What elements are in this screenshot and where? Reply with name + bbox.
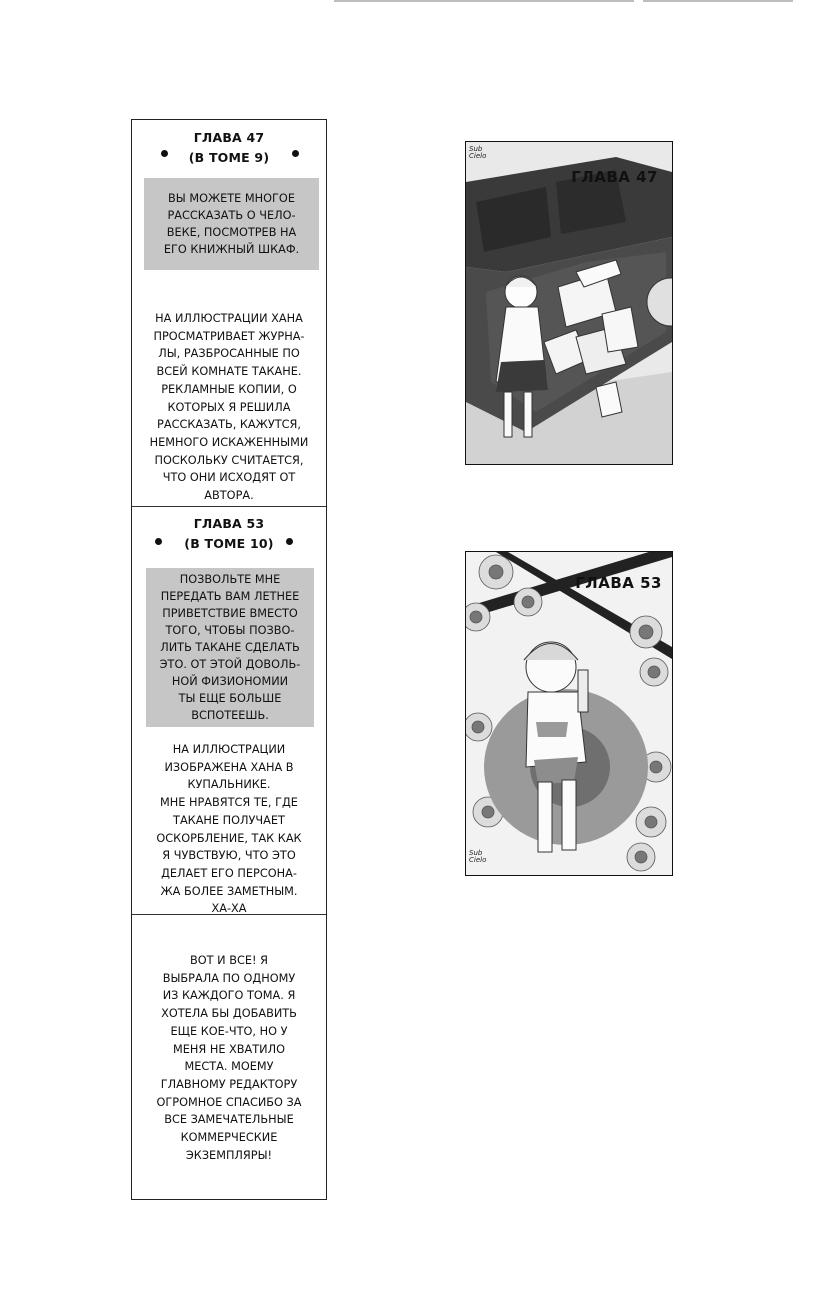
illustration-chapter-47: [465, 141, 673, 465]
body-line: РЕКЛАМНЫЕ КОПИИ, О: [161, 382, 297, 396]
highlight-line: ПРИВЕТСТВИЕ ВМЕСТО: [162, 607, 298, 620]
highlight-line: ЛИТЬ ТАКАНЕ СДЕЛАТЬ: [160, 641, 300, 654]
room-scene-image: [466, 142, 672, 464]
body-line: НЕМНОГО ИСКАЖЕННЫМИ: [149, 435, 309, 449]
highlight-box: [144, 178, 319, 270]
body-line: КОММЕРЧЕСКИЕ: [180, 1131, 278, 1145]
scanlation-logo: Sub Cielo: [469, 145, 487, 160]
body-line: Я ЧУВСТВУЮ, ЧТО ЭТО: [162, 849, 296, 863]
highlight-line: ВСПОТЕЕШЬ.: [191, 709, 269, 722]
body-line: ТАКАНЕ ПОЛУЧАЕТ: [173, 813, 285, 827]
chapter-number: ГЛАВА 53: [193, 516, 265, 531]
note-heading: [132, 514, 326, 554]
bullet-left: [155, 538, 162, 545]
volume-label: (В ТОМЕ 10): [184, 536, 274, 551]
highlight-line: ЭТО. ОТ ЭТОЙ ДОВОЛЬ-: [159, 658, 301, 671]
highlight-line: НОЙ ФИЗИОНОМИИ: [171, 675, 289, 688]
note-chapter-53: [132, 506, 326, 915]
swimsuit-scene-image: [466, 552, 672, 875]
highlight-line: ПОЗВОЛЬТЕ МНЕ: [179, 573, 281, 586]
body-line: КОТОРЫХ Я РЕШИЛА: [167, 400, 291, 414]
bullet-right: [286, 538, 293, 545]
highlight-line: ПЕРЕДАТЬ ВАМ ЛЕТНЕЕ: [160, 590, 300, 603]
illustration-title: ГЛАВА 53: [575, 574, 662, 592]
highlight-line: ТОГО, ЧТОБЫ ПОЗВО-: [165, 624, 295, 637]
body-line: ОГРОМНОЕ СПАСИБО ЗА: [156, 1095, 302, 1109]
note-body: [138, 310, 320, 505]
note-body: [138, 741, 320, 918]
note-chapter-47: [132, 120, 326, 506]
body-line: ВСЕ ЗАМЕЧАТЕЛЬНЫЕ: [164, 1113, 294, 1127]
body-line: НА ИЛЛЮСТРАЦИИ ХАНА: [155, 312, 303, 325]
note-heading: [132, 128, 326, 168]
body-line: ДЕЛАЕТ ЕГО ПЕРСОНА-: [161, 866, 297, 880]
highlight-line: ВЫ МОЖЕТЕ МНОГОЕ: [168, 192, 295, 205]
closing-note: [132, 914, 326, 1199]
bullet-left: [161, 150, 168, 157]
body-line: МНЕ НРАВЯТСЯ ТЕ, ГДЕ: [160, 796, 298, 810]
highlight-line: ВЕКЕ, ПОСМОТРЕВ НА: [166, 226, 297, 239]
body-line: НА ИЛЛЮСТРАЦИИ: [172, 743, 286, 756]
body-line: ЧТО ОНИ ИСХОДЯТ ОТ: [162, 471, 296, 485]
body-line: ВСЕЙ КОМНАТЕ ТАКАНЕ.: [156, 365, 302, 379]
highlight-box: [146, 568, 314, 727]
illustration-title: ГЛАВА 47: [571, 168, 658, 186]
body-line: ЖА БОЛЕЕ ЗАМЕТНЫМ.: [160, 884, 298, 898]
body-line: АВТОРА.: [204, 489, 254, 503]
body-line: ЛЫ, РАЗБРОСАННЫЕ ПО: [158, 347, 300, 361]
body-line: ЕЩЕ КОЕ-ЧТО, НО У: [170, 1024, 288, 1038]
body-line: ИЗ КАЖДОГО ТОМА. Я: [162, 989, 296, 1003]
note-body: [138, 952, 320, 1164]
body-line: РАССКАЗАТЬ, КАЖУТСЯ,: [157, 418, 301, 432]
body-line: ХА-ХА: [211, 902, 247, 916]
highlight-line: ЕГО КНИЖНЫЙ ШКАФ.: [163, 243, 300, 256]
body-line: ВОТ И ВСЕ! Я: [190, 954, 268, 967]
body-line: ЭКЗЕМПЛЯРЫ!: [185, 1148, 273, 1162]
body-line: ПРОСМАТРИВАЕТ ЖУРНА-: [153, 329, 305, 343]
body-line: ХОТЕЛА БЫ ДОБАВИТЬ: [161, 1007, 297, 1021]
body-line: ПОСКОЛЬКУ СЧИТАЕТСЯ,: [154, 453, 304, 467]
highlight-line: РАССКАЗАТЬ О ЧЕЛО-: [167, 209, 296, 222]
body-line: МЕНЯ НЕ ХВАТИЛО: [173, 1042, 285, 1056]
body-line: ГЛАВНОМУ РЕДАКТОРУ: [160, 1077, 298, 1091]
highlight-line: ТЫ ЕЩЕ БОЛЬШЕ: [178, 692, 282, 705]
body-line: ОСКОРБЛЕНИЕ, ТАК КАК: [156, 831, 302, 845]
top-divider-left: [334, 0, 634, 2]
illustration-chapter-53: [465, 551, 673, 876]
chapter-number: ГЛАВА 47: [193, 130, 265, 145]
notes-column: [131, 119, 327, 1200]
body-line: КУПАЛЬНИКЕ.: [187, 778, 271, 792]
body-line: ВЫБРАЛА ПО ОДНОМУ: [162, 971, 296, 985]
body-line: ИЗОБРАЖЕНА ХАНА В: [164, 760, 294, 774]
bullet-right: [292, 150, 299, 157]
scanlation-logo: Sub Cielo: [469, 849, 487, 864]
top-divider-right: [643, 0, 793, 2]
body-line: МЕСТА. МОЕМУ: [184, 1060, 274, 1074]
volume-label: (В ТОМЕ 9): [188, 150, 270, 165]
